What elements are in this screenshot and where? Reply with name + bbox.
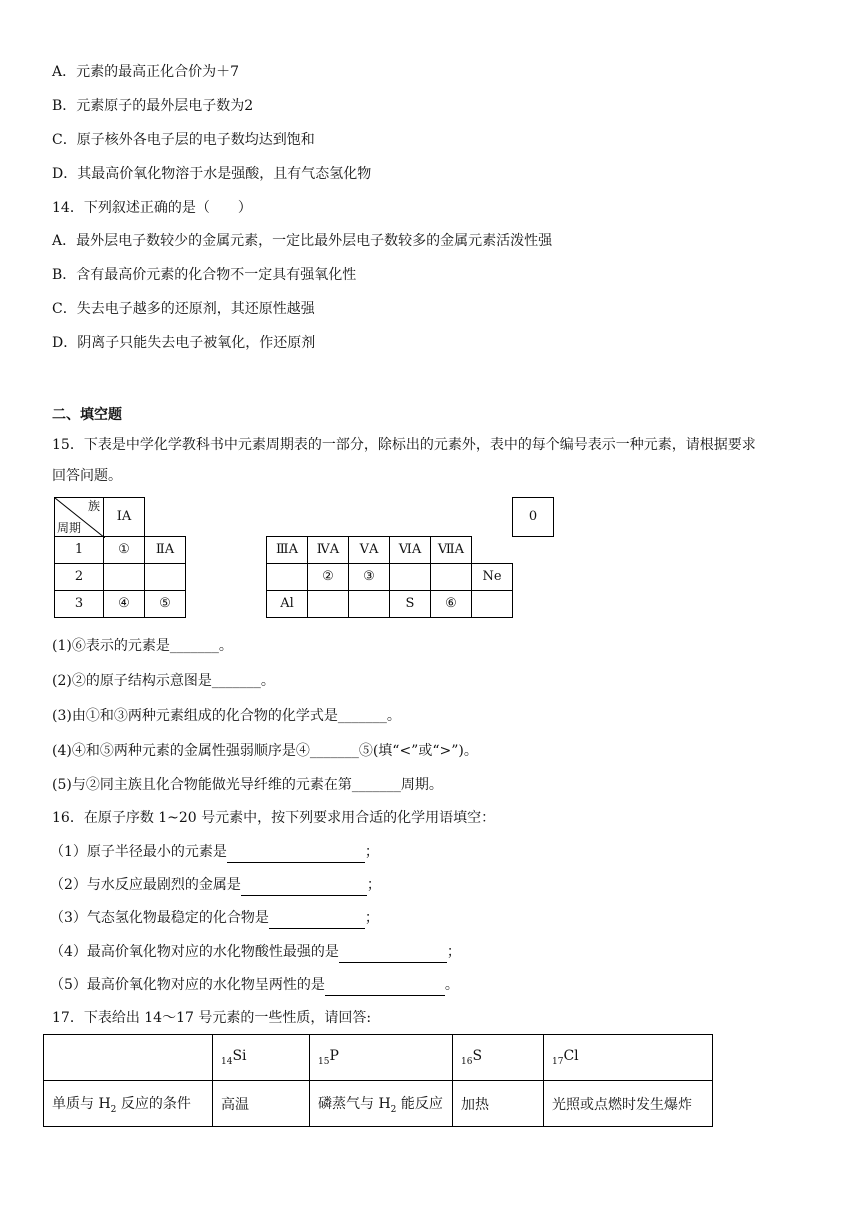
group-via: ⅥA	[390, 537, 431, 564]
period-cell: 1	[55, 537, 104, 564]
q15-sub1: (1)⑥表示的元素是_______。	[52, 638, 233, 654]
q16-stem: 16．在原子序数 1~20 号元素中，按下列要求用合适的化学用语填空：	[52, 810, 496, 826]
q14-option-b: B．含有最高价元素的化合物不一定具有强氧化性	[52, 267, 357, 283]
condition-text: 磷蒸气与 H	[318, 1095, 391, 1112]
q16-item-end: ；	[446, 944, 461, 960]
group-iva: ⅣA	[308, 537, 349, 564]
q16-item-end: 。	[444, 977, 459, 993]
element-cell	[308, 591, 349, 618]
q15-sub2: (2)②的原子结构示意图是_______。	[52, 673, 275, 689]
answer-blank[interactable]	[269, 908, 365, 929]
element-property-table	[43, 1034, 713, 1127]
answer-blank[interactable]	[227, 842, 365, 863]
q16-item-end: ；	[364, 910, 379, 926]
period-cell: 3	[55, 591, 104, 618]
q16-item	[50, 975, 459, 996]
q14-option-c: C．失去电子越多的还原剂，其还原性越强	[52, 301, 315, 317]
answer-blank[interactable]	[339, 942, 447, 963]
element-symbol: P	[329, 1048, 339, 1065]
q16-item-text: （4）最高价氧化物对应的水化物酸性最强的是	[50, 944, 339, 960]
row-label-text: 单质与 H	[52, 1095, 111, 1112]
header-empty-cell	[44, 1035, 213, 1081]
header-group-label: 族	[87, 499, 100, 513]
element-cell	[104, 564, 145, 591]
q16-item-text: （5）最高价氧化物对应的水化物呈两性的是	[50, 977, 325, 993]
element-cell: ④	[104, 591, 145, 618]
element-cell: ⑥	[431, 591, 472, 618]
q14-stem: 14．下列叙述正确的是（ ）	[52, 200, 252, 216]
atomic-number: 15	[318, 1056, 330, 1067]
condition-text: 能反应	[396, 1095, 443, 1112]
condition-cell: 高温	[213, 1081, 310, 1127]
q15-stem-line1: 15．下表是中学化学教科书中元素周期表的一部分，除标出的元素外，表中的每个编号表示一种元素，请根据要求	[52, 437, 756, 453]
period-cell: 2	[55, 564, 104, 591]
element-cell: ③	[349, 564, 390, 591]
element-cell: ①	[104, 537, 145, 564]
element-symbol: S	[472, 1048, 483, 1065]
element-cell: Ne	[472, 564, 513, 591]
element-cell: Al	[267, 591, 308, 618]
element-cell	[390, 564, 431, 591]
q16-item-text: （3）气态氢化物最稳定的化合物是	[50, 910, 269, 926]
row-label	[44, 1081, 213, 1127]
header-period-label: 周期	[57, 521, 82, 535]
table-corner-header	[55, 498, 104, 537]
element-cell	[472, 591, 513, 618]
q16-item-end: ；	[364, 844, 379, 860]
group-va: ⅤA	[349, 537, 390, 564]
q13-option-c: C．原子核外各电子层的电子数均达到饱和	[52, 132, 315, 148]
atomic-number: 14	[221, 1056, 233, 1067]
q16-item	[50, 908, 379, 929]
element-symbol: Si	[232, 1048, 247, 1065]
group-iiia: ⅢA	[267, 537, 308, 564]
element-symbol: Cl	[563, 1048, 579, 1065]
group-viia: ⅦA	[431, 537, 472, 564]
answer-blank[interactable]	[241, 875, 367, 896]
element-header	[310, 1035, 453, 1081]
q14-option-a: A．最外层电子数较少的金属元素，一定比最外层电子数较多的金属元素活泼性强	[52, 233, 553, 249]
q15-stem-line2: 回答问题。	[52, 468, 122, 484]
atomic-number: 16	[461, 1056, 473, 1067]
q16-item	[50, 942, 461, 963]
q16-item	[50, 842, 379, 863]
q13-option-d: D．其最高价氧化物溶于水是强酸，且有气态氢化物	[52, 166, 372, 182]
element-header	[544, 1035, 713, 1081]
element-cell	[145, 564, 186, 591]
atomic-number: 17	[552, 1056, 564, 1067]
subscript: 2	[390, 1104, 397, 1115]
row-label-text: 反应的条件	[116, 1095, 191, 1112]
element-cell: ②	[308, 564, 349, 591]
element-header	[453, 1035, 544, 1081]
element-cell	[349, 591, 390, 618]
q13-option-b: B．元素原子的最外层电子数为2	[52, 98, 254, 114]
condition-cell	[310, 1081, 453, 1127]
element-cell	[431, 564, 472, 591]
group-iia: ⅡA	[145, 537, 186, 564]
q15-sub3: (3)由①和③两种元素组成的化合物的化学式是_______。	[52, 708, 401, 724]
condition-cell: 光照或点燃时发生爆炸	[544, 1081, 713, 1127]
subscript: 2	[110, 1104, 117, 1115]
q17-stem: 17．下表给出 14～17 号元素的一些性质，请回答:	[52, 1010, 372, 1026]
q16-item-text: （2）与水反应最剧烈的金属是	[50, 877, 241, 893]
group-ia: ⅠA	[104, 498, 145, 537]
answer-blank[interactable]	[325, 975, 445, 996]
q15-sub5: (5)与②同主族且化合物能做光导纤维的元素在第_______周期。	[52, 777, 443, 793]
q13-option-a: A．元素的最高正化合价为＋7	[52, 64, 240, 80]
condition-cell: 加热	[453, 1081, 544, 1127]
q16-item-end: ；	[366, 877, 381, 893]
periodic-table	[54, 497, 554, 618]
element-cell: ⑤	[145, 591, 186, 618]
element-cell: S	[390, 591, 431, 618]
element-header	[213, 1035, 310, 1081]
q16-item-text: （1）原子半径最小的元素是	[50, 844, 227, 860]
section-title: 二、填空题	[52, 407, 122, 423]
q16-item	[50, 875, 381, 896]
element-cell	[267, 564, 308, 591]
group-0: 0	[513, 498, 554, 537]
q14-option-d: D．阴离子只能失去电子被氧化，作还原剂	[52, 335, 316, 351]
q15-sub4: (4)④和⑤两种元素的金属性强弱顺序是④_______⑤(填“<”或“>”)。	[52, 743, 478, 759]
